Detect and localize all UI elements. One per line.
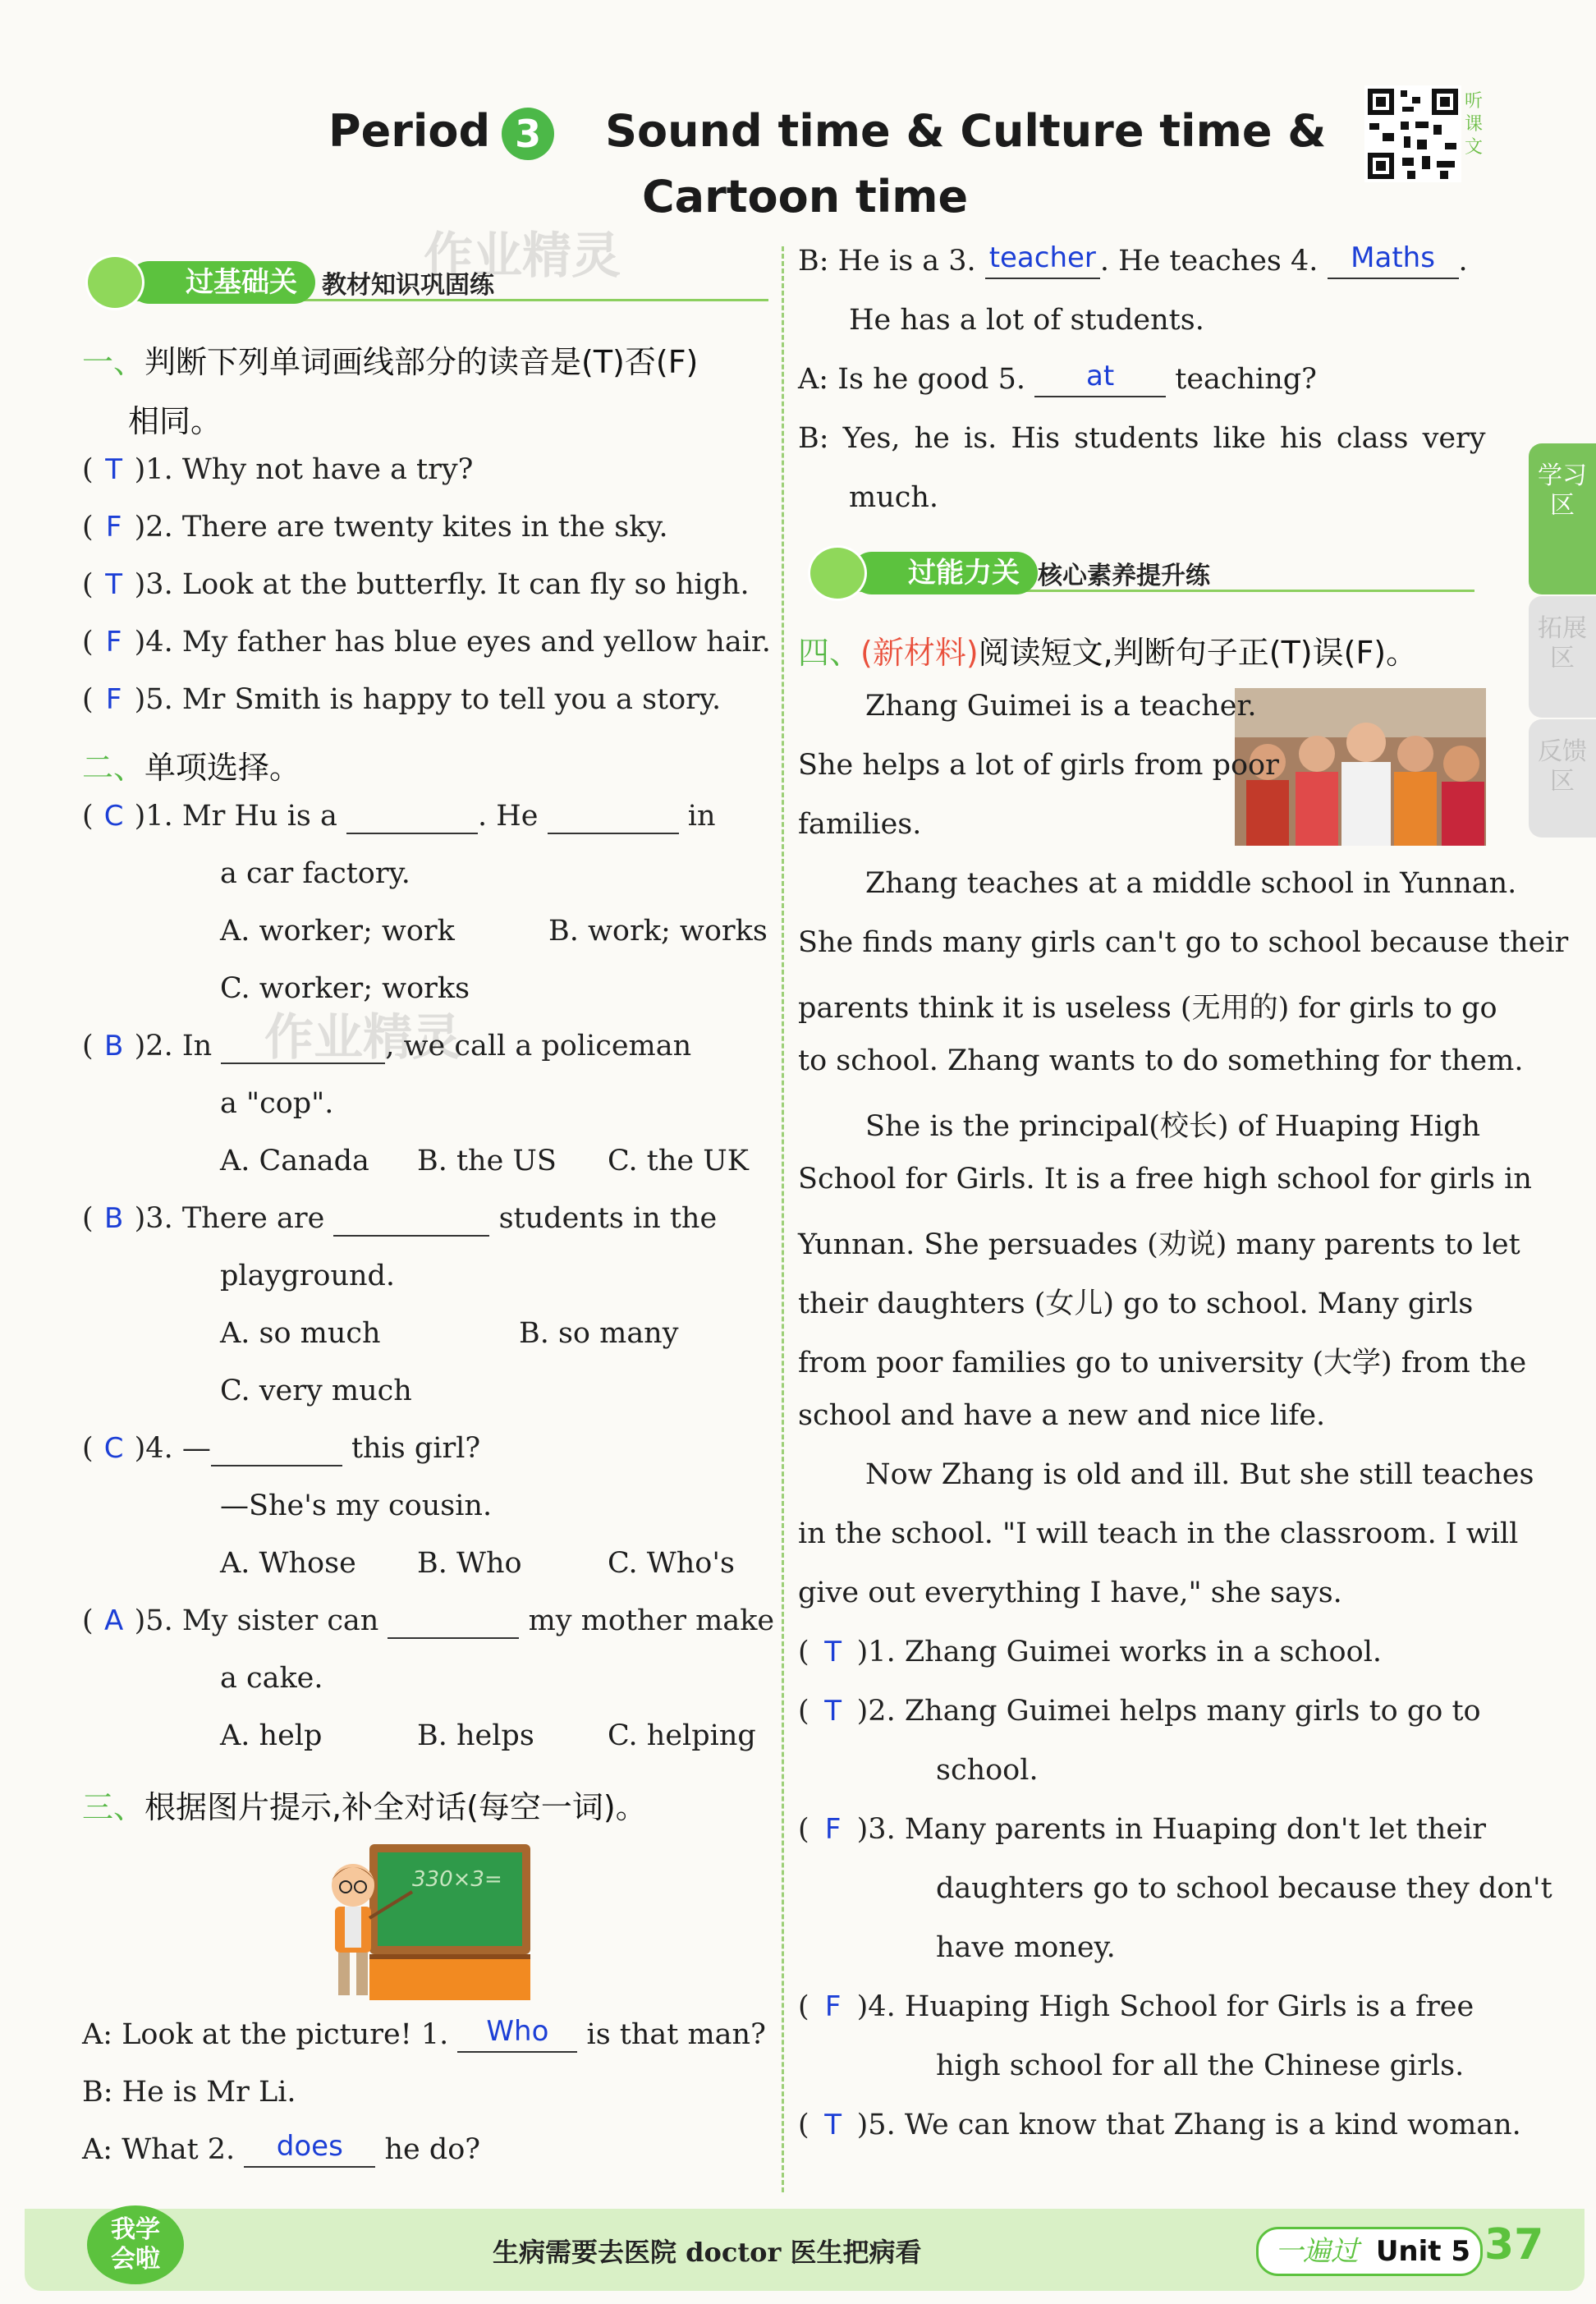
side-tab-feedback[interactable] [1529,719,1596,838]
answer-blank-2[interactable] [244,2130,375,2168]
passage-line: She helps a lot of girls from poor [798,749,1279,782]
option-b[interactable]: B. the US [417,1145,557,1177]
question-text: , we call a policeman [385,1030,692,1063]
qr-code-icon[interactable] [1364,85,1461,182]
question-text: —She's my cousin. [220,1489,493,1522]
answer-mark: F [105,683,122,716]
passage-line: parents think it is useless (无用的) for girls to go [798,992,1497,1025]
frog-mascot-icon [808,545,867,601]
dialogue-line-2: B: He is Mr Li. [82,2076,296,2109]
option-b[interactable]: B. so many [519,1317,679,1350]
title-text-1: Sound time & Culture time & [605,105,1327,157]
judge-item: ( T )1. Zhang Guimei works in a school. [798,1636,1383,1668]
passage-line: school and have a new and nice life. [798,1399,1326,1432]
banner-pill: 过能力关 [851,552,1038,594]
answer-blank-5[interactable] [1034,360,1166,397]
footer-badge [87,2205,184,2284]
brand-text: 一遍过 [1275,2235,1359,2268]
dialogue-text: is that man? [586,2018,766,2051]
question-text: playground. [220,1260,396,1292]
item-text: )4. Huaping High School for Girls is a free [856,1990,1474,2023]
section-number: 三、 [82,1789,145,1825]
board-text: 330×3= [412,1867,502,1892]
answer-mark: F [824,1813,842,1846]
dialogue-text: teaching? [1175,363,1317,396]
mc-question-2: ( B )2. In , we call a policeman [82,1030,692,1063]
option-b[interactable]: B. work; works [548,915,768,948]
judge-item: ( T )5. We can know that Zhang is a kind woman. [798,2109,1521,2141]
dialogue-text: B: He is a 3. [798,245,976,278]
passage-line: Now Zhang is old and ill. But she still teaches [865,1458,1534,1491]
section-banner-basic [79,255,768,309]
option-c[interactable]: C. worker; works [220,972,470,1005]
passage-line: give out everything I have," she says. [798,1577,1342,1609]
passage-line: Zhang teaches at a middle school in Yunnan. [865,867,1517,900]
answer-blank[interactable] [211,1432,342,1466]
tab-label: 拓展区 [1538,614,1587,672]
answer-blank[interactable] [346,800,478,834]
answer-blank-3[interactable] [985,241,1100,279]
answer-blank[interactable] [388,1604,519,1639]
question-text: )3. There are [134,1202,325,1235]
answer-mark: T [824,2109,842,2141]
item-text: )1. Why not have a try? [134,453,474,486]
dialogue-line-4 [798,241,1468,279]
item-text: )3. Many parents in Huaping don't let their [856,1813,1487,1846]
question-text: in [687,800,716,833]
dialogue-text: . [1458,245,1468,278]
banner-subtitle: 教材知识巩固练 [322,271,494,300]
answer-mark: F [824,1990,842,2023]
dialogue-text: A: Is he good 5. [798,363,1025,396]
banner-subtitle: 核心素养提升练 [1038,562,1210,590]
answer-blank-1[interactable] [457,2015,577,2053]
question-text: )4. — [134,1432,211,1465]
section-title: 单项选择。 [144,750,301,786]
section-title: 根据图片提示,补全对话(每空一词)。 [144,1789,647,1825]
judge-item: ( F )3. Many parents in Huaping don't let their [798,1813,1487,1846]
answer-text: at [1086,360,1115,392]
section3-heading [82,1782,647,1827]
dialogue-line-3 [82,2130,481,2168]
section-number: 一、 [82,344,145,380]
item-text-cont: daughters go to school because they don't [936,1872,1552,1905]
unit-text: Unit 5 [1375,2235,1471,2268]
question-text: )1. Mr Hu is a [134,800,337,833]
answer-blank[interactable] [221,1030,385,1064]
passage-line: She finds many girls can't go to school because their [798,926,1569,959]
dialogue-line-5: He has a lot of students. [849,304,1204,337]
option-c[interactable]: C. the UK [608,1145,749,1177]
tab-label: 反馈区 [1538,737,1587,796]
answer-text: does [276,2130,343,2163]
dialogue-text: A: Look at the picture! 1. [82,2018,449,2051]
option-a[interactable]: A. worker; work [220,915,455,948]
answer-mark: B [103,1202,124,1235]
badge-text: 会啦 [111,2245,160,2274]
badge-text: 我学 [111,2215,160,2244]
teacher-illustration [320,1843,534,2007]
section-banner-ability [801,545,1491,599]
item-text-cont: high school for all the Chinese girls. [936,2049,1465,2082]
judge-item: ( T )2. Zhang Guimei helps many girls to go to [798,1695,1481,1728]
question-text: a "cop". [220,1087,334,1120]
question-text: this girl? [351,1432,481,1465]
item-text: )5. Mr Smith is happy to tell you a story. [134,683,722,716]
page-number: 37 [1484,2220,1544,2270]
column-divider [782,246,784,2192]
judge-item: ( F )4. My father has blue eyes and yellow hair. [82,626,771,659]
section4-heading [798,627,1417,672]
answer-text: Maths [1351,241,1435,274]
passage-line: She is the principal(校长) of Huaping High [865,1110,1481,1143]
option-c[interactable]: C. very much [220,1375,412,1407]
qr-caption: 听课文 [1465,91,1484,158]
mc-question-1: ( C )1. Mr Hu is a . He in [82,800,716,833]
item-text-cont: have money. [936,1931,1116,1964]
passage-line: School for Girls. It is a free high school for girls in [798,1163,1532,1196]
side-tab-extend[interactable] [1529,596,1596,718]
dialogue-line-6 [798,360,1317,397]
page-title-line1 [328,105,1326,160]
page-title-line2: Cartoon time [642,171,969,223]
option-b[interactable]: B. Who [417,1547,522,1580]
question-text: . He [478,800,539,833]
section1-heading [82,337,698,382]
tab-label: 学习区 [1538,461,1587,520]
answer-blank[interactable] [548,800,679,834]
item-text: )4. My father has blue eyes and yellow hair. [134,626,771,659]
judge-item: ( T )1. Why not have a try? [82,453,474,486]
option-c[interactable]: C. helping [608,1719,756,1752]
passage-line: Zhang Guimei is a teacher. [865,690,1257,723]
item-text: )2. Zhang Guimei helps many girls to go to [856,1695,1481,1728]
item-text: )2. There are twenty kites in the sky. [134,511,668,544]
dialogue-text: he do? [384,2133,481,2166]
passage-line: families. [798,808,922,841]
answer-mark: T [824,1695,842,1728]
question-text: students in the [498,1202,718,1235]
answer-mark: T [105,568,123,601]
question-text: a cake. [220,1662,323,1695]
option-a[interactable]: A. Whose [220,1547,356,1580]
banner-pill: 过基础关 [128,261,315,304]
footer-tip: 生病需要去医院 doctor 医生把病看 [493,2237,922,2268]
mc-question-3: ( B )3. There are students in the [82,1202,718,1235]
passage-line: their daughters (女儿) go to school. Many girls [798,1287,1474,1320]
answer-text: Who [486,2015,549,2048]
watermark: 作业精灵 [264,1009,461,1067]
passage-line: Yunnan. She persuades (劝说) many parents to let [798,1228,1520,1261]
judge-item: ( F )2. There are twenty kites in the sky. [82,511,668,544]
answer-mark: B [103,1030,124,1063]
answer-mark: F [105,626,122,659]
item-text: )5. We can know that Zhang is a kind woman. [856,2109,1521,2141]
answer-mark: A [104,1604,124,1637]
section-title: 判断下列单词画线部分的读音是(T)否(F) [144,344,699,380]
question-text: my mother make [528,1604,775,1637]
passage-line: in the school. "I will teach in the classroom. I will [798,1517,1519,1550]
dialogue-line-8: much. [849,481,938,514]
judge-item: ( F )4. Huaping High School for Girls is a free [798,1990,1474,2023]
section-title: 阅读短文,判断句子正(T)误(F)。 [978,635,1418,671]
judge-item: ( T )3. Look at the butterfly. It can fly so high. [82,568,750,601]
passage-line: from poor families go to university (大学) from the [798,1347,1527,1379]
section2-heading [82,742,300,787]
item-text: )3. Look at the butterfly. It can fly so high. [134,568,750,601]
answer-mark: C [103,1432,124,1465]
answer-text: teacher [988,241,1096,274]
dialogue-text: . He teaches 4. [1099,245,1319,278]
answer-blank-4[interactable] [1328,241,1459,279]
page-footer [25,2209,1585,2291]
watermark: 作业精灵 [424,227,621,285]
option-c[interactable]: C. Who's [608,1547,735,1580]
frog-mascot-icon [85,255,144,310]
unit-indicator [1256,2227,1483,2276]
dialogue-line-7: B: Yes, he is. His students like his class very [798,422,1486,455]
section1-heading-cont: 相同。 [128,403,222,439]
answer-blank[interactable] [333,1202,489,1237]
question-text: )5. My sister can [134,1604,379,1637]
item-text-cont: school. [936,1754,1039,1787]
section-tag: (新材料) [860,635,979,671]
section-number: 四、 [798,635,861,671]
section-number: 二、 [82,750,145,786]
question-text: )2. In [134,1030,213,1063]
side-tab-study[interactable] [1529,443,1596,594]
option-b[interactable]: B. helps [417,1719,534,1752]
passage-line: to school. Zhang wants to do something for them. [798,1044,1524,1077]
answer-mark: C [103,800,124,833]
judge-item: ( F )5. Mr Smith is happy to tell you a story. [82,683,722,716]
answer-mark: F [105,511,122,544]
option-a[interactable]: A. so much [220,1317,381,1350]
mc-question-4: ( C )4. — this girl? [82,1432,481,1465]
period-word: Period [328,105,491,157]
dialogue-line-1 [82,2015,766,2053]
item-text: )1. Zhang Guimei works in a school. [856,1636,1383,1668]
mc-question-5: ( A )5. My sister can my mother make [82,1604,775,1637]
dialogue-text: A: What 2. [82,2133,236,2166]
period-number-badge: 3 [502,108,554,160]
option-a[interactable]: A. Canada [220,1145,369,1177]
question-text: a car factory. [220,857,410,890]
answer-mark: T [105,453,123,486]
answer-mark: T [824,1636,842,1668]
option-a[interactable]: A. help [220,1719,323,1752]
